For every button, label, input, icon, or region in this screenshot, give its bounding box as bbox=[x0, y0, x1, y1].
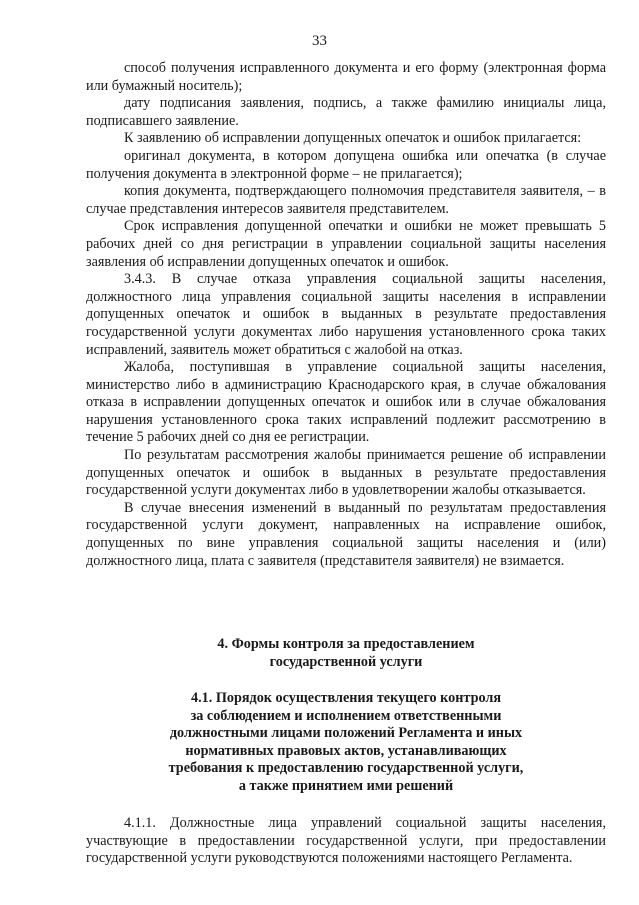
paragraph: дату подписания заявления, подпись, а также фамилию инициалы лица, подписавшего заявление. bbox=[86, 95, 606, 129]
heading-line: а также принятием ими решений bbox=[238, 777, 454, 794]
paragraph: Срок исправления допущенной опечатки и ошибки не может превышать 5 рабочих дней со дня регистрации в управлении социальной защиты населения заявления об исправлении допущенных опечаток и ошибок. bbox=[86, 218, 606, 270]
paragraph: копия документа, подтверждающего полномочия представителя заявителя, – в случае представления интересов заявителя представителем. bbox=[86, 183, 606, 217]
final-paragraph-block bbox=[86, 815, 606, 868]
section-4-1-heading bbox=[86, 690, 606, 796]
paragraph: В случае внесения изменений в выданный по результатам предоставления государственной услуги документ, направленных на исправление ошибок, допущенных по вине управления социальной защиты населения и (или) должностного лица, плата с заявителя (представителя заявителя) не взимается. bbox=[86, 499, 606, 569]
paragraph: По результатам рассмотрения жалобы принимается решение об исправлении допущенных опечаток и ошибок в выданных в результате предоставления государственной услуги документах либо в удовлетворении жалобы отказывается. bbox=[86, 447, 606, 499]
paragraph: 4.1.1. Должностные лица управлений социальной защиты населения, участвующие в предоставлении государственной услуги, при предоставлении государственной услуги руководствуются положениями настоящего Регламента. bbox=[86, 815, 606, 867]
paragraph: Жалоба, поступившая в управление социальной защиты населения, министерство либо в администрацию Краснодарского края, в случае обжалования отказа в исправлении допущенных опечаток и ошибок или в случае обжалования нарушения установленного срока таких исправлений подлежит рассмотрению в течение 5 рабочих дней со дня ее регистрации. bbox=[86, 359, 606, 446]
heading-line: за соблюдением и исполнением ответственными bbox=[190, 707, 502, 724]
paragraph: 3.4.3. В случае отказа управления социальной защиты населения, должностного лица управления социальной защиты населения в исправлении допущенных опечаток и ошибок в выданных в результате предоставления государственной услуги документах либо нарушения установленного срока таких исправлений, заявитель может обратиться с жалобой на отказ. bbox=[86, 271, 606, 358]
heading-line: нормативных правовых актов, устанавливающих bbox=[185, 742, 507, 759]
paragraph: К заявлению об исправлении допущенных опечаток и ошибок прилагается: bbox=[124, 130, 582, 147]
paragraph: способ получения исправленного документа и его форму (электронная форма или бумажный носитель); bbox=[86, 60, 606, 94]
heading-line: 4.1. Порядок осуществления текущего контроля bbox=[191, 690, 501, 706]
heading-line: государственной услуги bbox=[269, 653, 423, 670]
heading-line: 4. Формы контроля за предоставлением bbox=[217, 636, 475, 652]
page-number: 33 bbox=[312, 33, 327, 49]
heading-line: должностными лицами положений Регламента и иных bbox=[169, 725, 523, 742]
body-text bbox=[86, 60, 606, 570]
heading-line: требования к предоставлению государственной услуги, bbox=[168, 760, 524, 777]
paragraph: оригинал документа, в котором допущена ошибка или опечатка (в случае получения документа в электронной форме – не прилагается); bbox=[86, 147, 606, 182]
section-4-heading bbox=[86, 636, 606, 671]
